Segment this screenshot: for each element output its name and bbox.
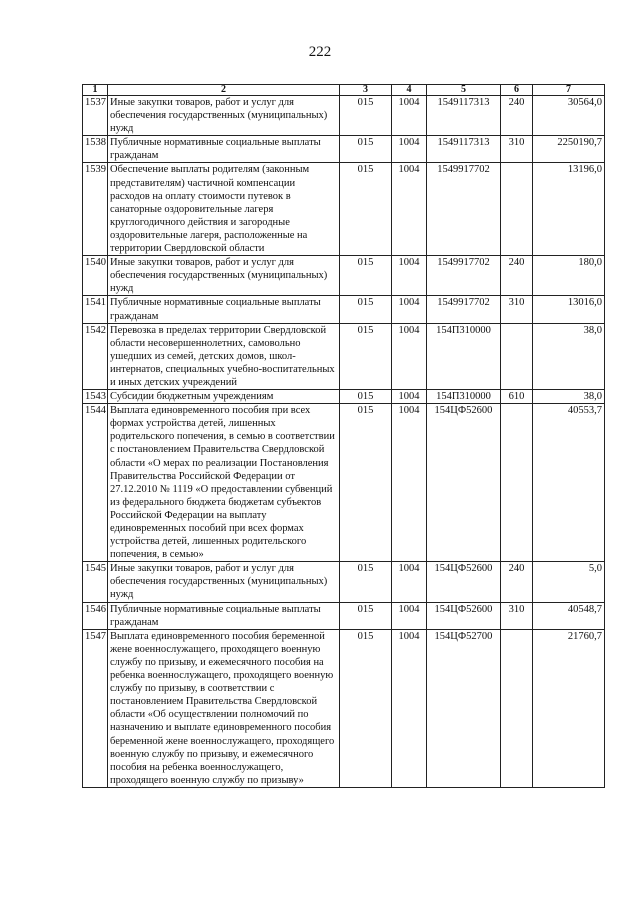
expense-type-code <box>501 629 533 787</box>
section-code: 1004 <box>392 163 427 256</box>
table-row <box>83 256 605 296</box>
target-article-code: 1549917702 <box>427 163 501 256</box>
amount: 180,0 <box>533 256 605 296</box>
section-code: 1004 <box>392 256 427 296</box>
column-header: 2 <box>108 85 340 96</box>
amount: 40553,7 <box>533 404 605 562</box>
target-article-code: 154П310000 <box>427 390 501 404</box>
target-article-code: 154ЦФ52700 <box>427 629 501 787</box>
table-row <box>83 323 605 389</box>
column-header: 1 <box>83 85 108 96</box>
amount: 38,0 <box>533 390 605 404</box>
expense-type-code <box>501 323 533 389</box>
page-number: 222 <box>308 44 332 60</box>
section-code: 1004 <box>392 629 427 787</box>
amount: 30564,0 <box>533 96 605 136</box>
target-article-code: 1549117313 <box>427 136 501 163</box>
row-number: 1541 <box>83 296 108 323</box>
row-name: Публичные нормативные социальные выплаты гражданам <box>108 296 340 323</box>
column-header: 7 <box>533 85 605 96</box>
row-number: 1542 <box>83 323 108 389</box>
row-name: Иные закупки товаров, работ и услуг для обеспечения государственных (муниципальных) нужд <box>108 96 340 136</box>
row-name: Публичные нормативные социальные выплаты гражданам <box>108 136 340 163</box>
table-row <box>83 136 605 163</box>
row-number: 1537 <box>83 96 108 136</box>
row-name: Иные закупки товаров, работ и услуг для обеспечения государственных (муниципальных) нужд <box>108 256 340 296</box>
row-number: 1545 <box>83 562 108 602</box>
target-article-code: 154ЦФ52600 <box>427 602 501 629</box>
row-name: Выплата единовременного пособия при всех формах устройства детей, лишенных родительского попечения, в семью в соответствии с постановлением Правительства Свердловской области «О мерах по реализации Постановления Правительства Российской Федерации от 27.12.2010 № 1119 «О предоставлении субвенций из федерального бюджета бюджетам субъектов Российской Федерации на выплату единовременных пособий при всех формах устройства детей, лишенных родительского попечения, в семью» <box>108 404 340 562</box>
table-row <box>83 404 605 562</box>
section-code: 1004 <box>392 390 427 404</box>
table-row <box>83 96 605 136</box>
table-row <box>83 163 605 256</box>
column-header: 6 <box>501 85 533 96</box>
section-code: 1004 <box>392 96 427 136</box>
amount: 5,0 <box>533 562 605 602</box>
table-row <box>83 390 605 404</box>
table-row <box>83 602 605 629</box>
ministry-code: 015 <box>340 562 392 602</box>
section-code: 1004 <box>392 136 427 163</box>
ministry-code: 015 <box>340 296 392 323</box>
row-name: Публичные нормативные социальные выплаты гражданам <box>108 602 340 629</box>
section-code: 1004 <box>392 404 427 562</box>
ministry-code: 015 <box>340 256 392 296</box>
table-row <box>83 629 605 787</box>
row-number: 1538 <box>83 136 108 163</box>
amount: 40548,7 <box>533 602 605 629</box>
column-header: 5 <box>427 85 501 96</box>
amount: 13016,0 <box>533 296 605 323</box>
expense-type-code: 610 <box>501 390 533 404</box>
target-article-code: 1549917702 <box>427 296 501 323</box>
expense-type-code: 310 <box>501 136 533 163</box>
expense-type-code: 240 <box>501 562 533 602</box>
row-number: 1543 <box>83 390 108 404</box>
row-name: Иные закупки товаров, работ и услуг для обеспечения государственных (муниципальных) нужд <box>108 562 340 602</box>
column-header: 3 <box>340 85 392 96</box>
amount: 2250190,7 <box>533 136 605 163</box>
target-article-code: 1549117313 <box>427 96 501 136</box>
expense-type-code: 240 <box>501 256 533 296</box>
section-code: 1004 <box>392 296 427 323</box>
row-number: 1540 <box>83 256 108 296</box>
row-name: Обеспечение выплаты родителям (законным представителям) частичной компенсации расходов на оплату стоимости путевок в санаторные оздоровительные лагеря круглогодичного действия и загородные оздоровительные лагеря, расположенные на территории Свердловской области <box>108 163 340 256</box>
ministry-code: 015 <box>340 96 392 136</box>
row-name: Перевозка в пределах территории Свердловской области несовершеннолетних, самовольно ушедших из семей, детских домов, школ-интернатов, специальных учебно-воспитательных и иных детских учреждений <box>108 323 340 389</box>
expense-type-code <box>501 163 533 256</box>
section-code: 1004 <box>392 323 427 389</box>
ministry-code: 015 <box>340 323 392 389</box>
target-article-code: 154П310000 <box>427 323 501 389</box>
expense-type-code: 240 <box>501 96 533 136</box>
target-article-code: 1549917702 <box>427 256 501 296</box>
ministry-code: 015 <box>340 163 392 256</box>
amount: 38,0 <box>533 323 605 389</box>
budget-table <box>82 84 605 788</box>
amount: 21760,7 <box>533 629 605 787</box>
section-code: 1004 <box>392 602 427 629</box>
ministry-code: 015 <box>340 602 392 629</box>
column-header: 4 <box>392 85 427 96</box>
row-number: 1547 <box>83 629 108 787</box>
ministry-code: 015 <box>340 390 392 404</box>
ministry-code: 015 <box>340 404 392 562</box>
section-code: 1004 <box>392 562 427 602</box>
row-number: 1544 <box>83 404 108 562</box>
row-number: 1546 <box>83 602 108 629</box>
expense-type-code <box>501 404 533 562</box>
table-row <box>83 562 605 602</box>
target-article-code: 154ЦФ52600 <box>427 404 501 562</box>
row-number: 1539 <box>83 163 108 256</box>
row-name: Выплата единовременного пособия беременной жене военнослужащего, проходящего военную службу по призыву, и ежемесячного пособия на ребенка военнослужащего, проходящего военную службу по призыву, в соответствии с постановлением Правительства Свердловской области «Об осуществлении полномочий по назначению и выплате единовременного пособия беременной жене военнослужащего, проходящего военную службу по призыву, и ежемесячного пособия на ребенка военнослужащего, проходящего военную службу по призыву» <box>108 629 340 787</box>
row-name: Субсидии бюджетным учреждениям <box>108 390 340 404</box>
table-header-row <box>83 85 605 96</box>
target-article-code: 154ЦФ52600 <box>427 562 501 602</box>
ministry-code: 015 <box>340 629 392 787</box>
table-row <box>83 296 605 323</box>
expense-type-code: 310 <box>501 602 533 629</box>
amount: 13196,0 <box>533 163 605 256</box>
ministry-code: 015 <box>340 136 392 163</box>
expense-type-code: 310 <box>501 296 533 323</box>
